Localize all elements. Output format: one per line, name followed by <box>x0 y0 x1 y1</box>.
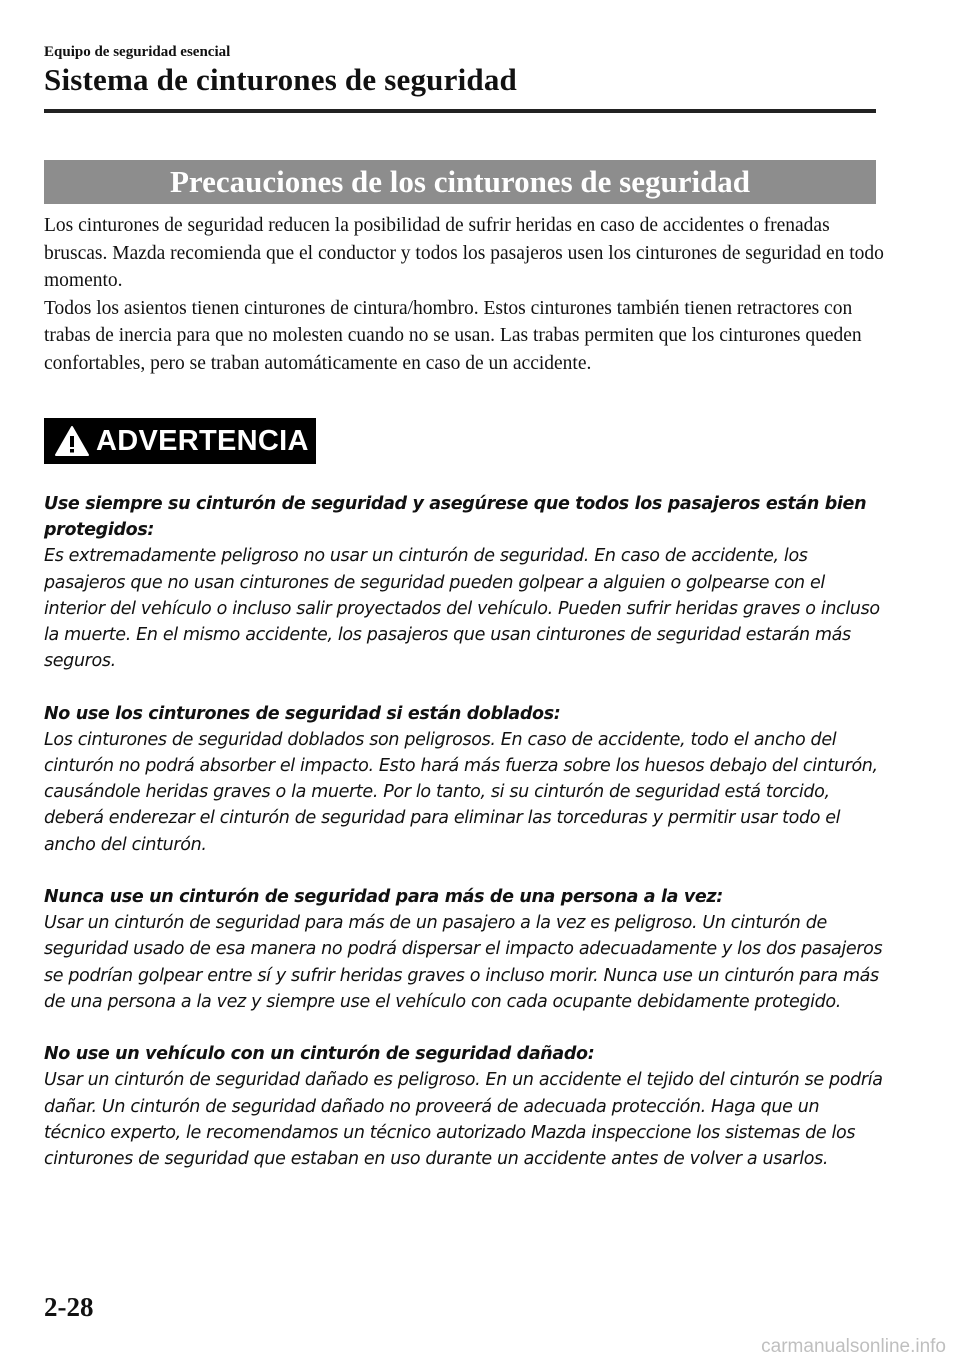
warning-label-text: ADVERTENCIA <box>96 424 309 457</box>
warning-item <box>44 491 884 674</box>
intro-text <box>44 212 884 377</box>
warning-body: Usar un cinturón de seguridad para más de un pasajero a la vez es peligroso. Un cinturón de seguridad usado de esa manera no podrá dispersar el impacto adecuadamente y los dos pasajeros se podrían golpear entre sí y sufrir heridas graves o incluso morir. Nunca use un cinturón para más de una persona a la vez y siempre use el vehículo con cada ocupante debidamente protegido. <box>44 913 883 1012</box>
intro-paragraph-2: Todos los asientos tienen cinturones de cintura/hombro. Estos cinturones también tienen retractores con trabas de inercia para que no molesten cuando no se usan. Las trabas permiten que los cinturones queden confortables, pero se traban automáticamente en caso de un accidente. <box>44 297 862 374</box>
section-title: Sistema de cinturones de seguridad <box>44 62 517 97</box>
warning-list <box>44 491 884 1198</box>
warning-heading: Nunca use un cinturón de seguridad para más de una persona a la vez: <box>44 887 723 908</box>
intro-paragraph-1: Los cinturones de seguridad reducen la posibilidad de sufrir heridas en caso de accidentes o frenadas bruscas. Mazda recomienda que el conductor y todos los pasajeros usen los cinturones de seguridad en todo momento. <box>44 215 884 291</box>
running-head: Equipo de seguridad esencial <box>44 44 231 60</box>
page-number: 2-28 <box>44 1292 94 1322</box>
warning-body: Los cinturones de seguridad doblados son peligrosos. En caso de accidente, todo el ancho del cinturón no podrá absorber el impacto. Esto hará más fuerza sobre los huesos debajo del cinturón, causándole heridas graves o la muerte. Por lo tanto, si su cinturón de seguridad está torcido, deberá enderezar el cinturón de seguridad para eliminar las torceduras y permitir usar todo el ancho del cinturón. <box>44 729 878 855</box>
warning-heading: No use los cinturones de seguridad si están doblados: <box>44 703 561 724</box>
title-rule <box>44 109 876 113</box>
warning-item <box>44 884 884 1015</box>
warning-item <box>44 1041 884 1172</box>
warning-item <box>44 701 884 858</box>
warning-heading: No use un vehículo con un cinturón de seguridad dañado: <box>44 1044 595 1065</box>
warning-heading: Use siempre su cinturón de seguridad y asegúrese que todos los pasajeros están bien protegidos: <box>44 494 867 541</box>
topic-title-banner: Precauciones de los cinturones de seguridad <box>44 160 876 204</box>
warning-label <box>44 418 316 464</box>
warning-body: Es extremadamente peligroso no usar un cinturón de seguridad. En caso de accidente, los pasajeros que no usan cinturones de seguridad pueden golpear a alguien o golpearse con el interior del vehículo o incluso salir proyectados del vehículo. Pueden sufrir heridas graves o incluso la muerte. En el mismo accidente, los pasajeros que usan cinturones de seguridad estarán más seguros. <box>44 546 880 672</box>
watermark: carmanualsonline.info <box>761 1336 946 1357</box>
warning-triangle-icon <box>54 425 90 457</box>
warning-body: Usar un cinturón de seguridad dañado es peligroso. En un accidente el tejido del cinturón se podría dañar. Un cinturón de seguridad dañado no proveerá de adecuada protección. Haga que un técnico experto, le recomendamos un técnico autorizado Mazda inspeccione los sistemas de los cinturones de seguridad que estaban en uso durante un accidente antes de volver a usarlos. <box>44 1070 883 1170</box>
